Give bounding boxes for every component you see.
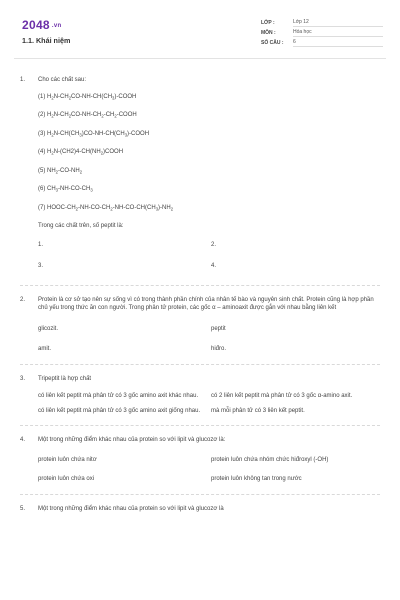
formula-text: -CO-NH [58,167,80,174]
formula-text: CO-NH-CH(CH [71,93,113,100]
question-number: 3. [20,375,26,382]
question-2 [20,296,380,354]
answer-option[interactable]: hiđro. [211,346,227,352]
formula-subscript: 2 [51,113,54,119]
formula-text: -CH [103,112,115,118]
formula-subscript: 3 [79,132,82,137]
formula-text: )CO-NH-CH(CH [81,130,125,137]
meta-label: SỐ CÂU : [261,40,284,46]
question-number: 5. [20,505,26,512]
meta-class [261,18,383,28]
compound-formula [38,167,380,176]
answer-option[interactable]: có liên kết peptit mà phân tử có 3 gốc amino axit giống nhau. [38,407,201,414]
formula-subscript: 2 [68,95,72,100]
worksheet-header [14,12,386,59]
formula-subscript: 3 [112,95,115,100]
formula-text: )-NH [158,204,171,211]
formula-text: -COOH [116,112,137,118]
question-prompt: Trong các chất trên, số peptit là: [38,223,124,229]
formula-subscript: 2 [79,169,83,174]
formula-subscript: 2 [68,113,72,119]
formula-text: )-COOH [127,130,150,137]
question-list [20,76,380,513]
formula-text: N-CH [53,93,69,100]
formula-subscript: 2 [51,150,54,156]
question-4 [20,436,380,484]
formula-text: N-CH [53,112,69,118]
site-logo[interactable]: 2048 $^{.vn}$ [22,18,62,32]
answer-options [38,456,380,484]
answer-option[interactable]: có liên kết peptit mà phân tử có 3 gốc amino axit khác nhau. [38,393,199,399]
question-1 [20,76,380,271]
question-text: Một trong những điểm khác nhau của protein so với lipit và glucozơ là: [38,437,226,443]
formula-text: (7) HOOC-CH [38,204,76,211]
question-number: 2. [20,296,26,303]
formula-subscript: 2 [55,169,59,174]
question-text: Protein là cơ sở tạo nên sự sống vì có trong thành phần chính của nhân tế bào và nguyên sinh chất. Protein cũng là hợp phần chủ yếu trong thức ăn con người. Trong phân tử protein, các gốc α – aminoaxit được gắn với nhau bằng liên kết [38,296,374,311]
answer-option[interactable]: peptit [211,325,226,332]
answer-option[interactable]: protein luôn chứa oxi [38,476,95,482]
answer-option[interactable]: 2. [211,241,217,248]
formula-subscript: 2 [75,206,79,211]
formula-subscript: 2 [51,95,54,100]
question-text: Một trong những điểm khác nhau của protein so với lipit và glucozơ là [38,505,224,512]
answer-option[interactable]: protein luôn chứa nhóm chức hiđroxyl (-OH) [211,456,329,463]
formula-subscript: 3 [90,187,93,193]
question-divider [20,285,380,286]
meta-value: 6 [293,39,383,47]
formula-text: -NH-CO-CH(CH [112,204,156,211]
formula-subscript: 2 [170,206,174,211]
answer-option[interactable]: 3. [38,263,44,269]
answer-option[interactable]: amit. [38,346,52,352]
question-number: 4. [20,437,26,443]
formula-text: (6) CH [38,186,56,192]
question-divider [20,364,380,365]
compound-formula [38,185,380,194]
formula-text: )-COOH [114,93,137,100]
formula-subscript: 3 [55,187,59,193]
formula-text: (1) H [38,93,52,100]
meta-subject [261,28,383,38]
compound-formula [38,111,380,120]
formula-subscript: 3 [155,206,159,211]
formula-subscript: 2 [101,113,104,119]
compound-formula [38,204,380,213]
answer-option[interactable]: protein luôn chứa nitơ [38,456,97,463]
formula-text: N-(CH2)4-CH(NH [53,149,101,155]
formula-text: CO-NH-CH [71,112,102,118]
meta-label: LỚP : [261,20,275,26]
section-title: 1.1. Khái niệm [22,36,71,45]
compound-formula [38,130,380,139]
formula-text: (5) NH [38,167,56,174]
question-3 [20,375,380,416]
formula-subscript: 3 [124,132,128,137]
compound-formula [38,93,380,102]
formula-text: (4) H [38,149,52,155]
answer-options [38,392,380,415]
meta-label: MÔN : [261,30,276,36]
question-text: Tripeptit là hợp chất [38,375,92,382]
formula-subscript: 2 [51,132,54,137]
answer-options [38,325,380,354]
answer-option[interactable]: có 2 liên kết peptit mà phân tử có 3 gốc α-amino axit. [211,393,353,399]
formula-text: (2) H [38,112,52,118]
formula-text: N-CH(CH [53,130,80,137]
question-text: Cho các chất sau: [38,77,87,83]
meta-question-count [261,38,383,48]
meta-info [261,18,383,48]
answer-options [38,241,380,271]
question-divider [20,425,380,426]
formula-text: -NH-CO-CH [78,204,111,211]
meta-value: Hóa học [293,29,383,37]
meta-value: Lớp 12 [293,19,383,27]
answer-option[interactable]: 1. [38,241,44,248]
compound-list [38,93,380,213]
formula-text: (3) H [38,130,52,137]
formula-text: )COOH [103,149,124,155]
formula-subscript: 2 [114,113,117,119]
answer-option[interactable]: glicozit. [38,325,59,332]
answer-option[interactable]: 4. [211,263,217,269]
question-number: 1. [20,77,26,83]
formula-text: -NH-CO-CH [58,186,91,192]
answer-option[interactable]: protein luôn không tan trong nước [211,476,302,482]
answer-option[interactable]: mà mỗi phân tử có 3 liên kết peptit. [211,407,305,414]
question-5 [20,505,380,514]
question-divider [20,494,380,495]
formula-subscript: 2 [110,206,113,211]
compound-formula [38,148,380,157]
formula-subscript: 2 [100,150,104,156]
